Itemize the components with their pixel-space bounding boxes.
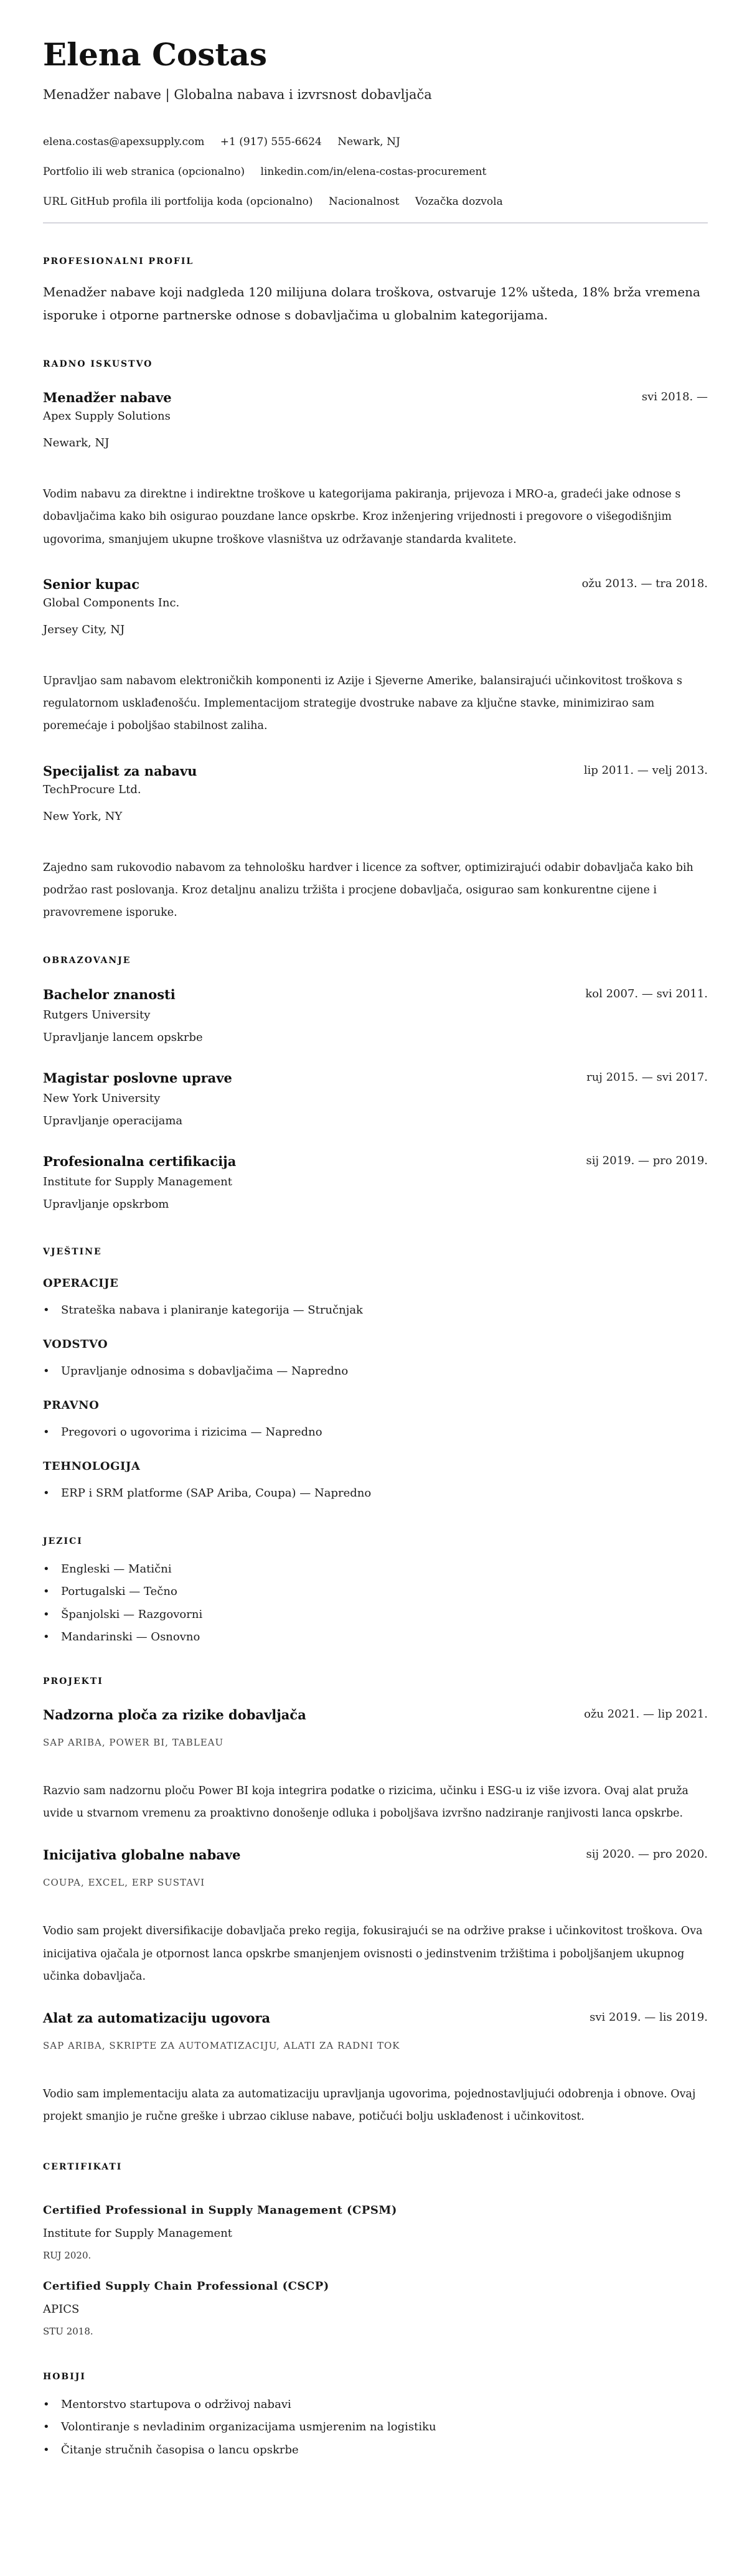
experience-list (43, 388, 708, 924)
project-description: Vodio sam implementaciju alata za automatizaciju upravljanja ugovorima, pojednostavljujući odobrenja i obnove. Ovaj projekt smanjio je ručne greške i ubrzao cikluse nabave, potičući bolju usklađenost i učinkovitost. (43, 2088, 696, 2123)
section-heading-education: OBRAZOVANJE (43, 955, 131, 966)
skill-items (43, 1301, 708, 1320)
field-of-study: Upravljanje lancem opskrbe (43, 1030, 203, 1044)
certificate-date: RUJ 2020. (43, 2249, 92, 2261)
degree-header (43, 1069, 708, 1088)
job-location: New York, NY (43, 809, 123, 823)
field-of-study: Upravljanje operacijama (43, 1114, 183, 1127)
project-description: Razvio sam nadzornu ploču Power BI koja integrira podatke o rizicima, učinku i ESG-u iz više izvora. Ovaj alat pruža uvide u stvarnom vremenu za proaktivno donošenje odluka i poboljšava izvršno nadziranje ranjivosti lanca opskrbe. (43, 1784, 688, 1820)
job-company: Global Components Inc. (43, 596, 180, 609)
job-title: Specijalist za nabavu (43, 763, 197, 779)
degree-dates: ruj 2015. — svi 2017. (586, 1070, 708, 1084)
project-technologies: COUPA, EXCEL, ERP SUSTAVI (43, 1877, 205, 1889)
section-heading-profile: PROFESIONALNI PROFIL (43, 256, 194, 266)
certificate-entry (43, 2202, 708, 2262)
project-description: Vodio sam projekt diversifikacije dobavljača preko regija, fokusirajući se na održive prakse i učinkovitost troškova. Ova inicijativa ojačala je otpornost lanca opskrbe smanjenjem ovisnosti o jedinstvenim tržištima i poboljšanjem ukupnog učinka dobavljača. (43, 1925, 703, 1983)
degree-dates: kol 2007. — svi 2011. (585, 987, 708, 1000)
school: Institute for Supply Management (43, 1175, 233, 1188)
degree-dates: sij 2019. — pro 2019. (586, 1154, 708, 1167)
skill-item: • Strateška nabava i planiranje kategorija — Stručnjak (43, 1301, 708, 1320)
education-entry (43, 985, 708, 1047)
job-location: Newark, NJ (43, 436, 110, 449)
job-title: Menadžer nabave (43, 390, 172, 405)
language-item: • Španjolski — Razgovorni (43, 1604, 708, 1627)
section-heading-hobbies: HOBIJI (43, 2371, 86, 2382)
skill-category: OPERACIJE (43, 1276, 119, 1290)
linkedin-link[interactable]: linkedin.com/in/elena-costas-procurement (260, 166, 487, 178)
project-entry (43, 2009, 708, 2128)
certificate-issuer: Institute for Supply Management (43, 2226, 233, 2240)
certificate-issuer: APICS (43, 2302, 80, 2316)
section-heading-projects: PROJEKTI (43, 1676, 103, 1686)
field-of-study: Upravljanje opskrbom (43, 1197, 169, 1211)
hobbies-list (43, 2394, 708, 2462)
section-heading-languages: JEZICI (43, 1536, 83, 1546)
job-dates: ožu 2013. — tra 2018. (581, 576, 708, 590)
skill-items (43, 1423, 708, 1442)
skill-items (43, 1362, 708, 1381)
project-entry (43, 1846, 708, 1988)
job-description: Vodim nabavu za direktne i indirektne troškove u kategorijama pakiranja, prijevoza i MRO-a, gradeći jake odnose s dobavljačima kako bih osigurao pouzdane lance opskrbe. Kroz inženjering vrijednosti i pregovore o višegodišnjim ugovorima, smanjujem ukupne troškove vlasništva uz održavanje standarda kvalitete. (43, 488, 681, 546)
skill-category: TEHNOLOGIJA (43, 1459, 141, 1473)
job-dates: svi 2018. — (641, 390, 708, 403)
contact-row (43, 162, 708, 181)
project-header (43, 1846, 708, 1864)
education-entry (43, 1069, 708, 1131)
candidate-name: Elena Costas (43, 36, 268, 73)
portfolio-link[interactable]: Portfolio ili web stranica (opcionalno) (43, 166, 245, 178)
project-technologies: SAP ARIBA, SKRIPTE ZA AUTOMATIZACIJU, ALATI ZA RADNI TOK (43, 2040, 400, 2052)
project-dates: ožu 2021. — lip 2021. (584, 1707, 708, 1721)
hobby-item: • Čitanje stručnih časopisa o lancu opskrbe (43, 2439, 708, 2462)
email-link[interactable]: elena.costas@apexsupply.com (43, 136, 205, 148)
skill-category: VODSTVO (43, 1337, 108, 1351)
job-dates: lip 2011. — velj 2013. (583, 763, 708, 777)
job-description: Upravljao sam nabavom elektroničkih komponenti iz Azije i Sjeverne Amerike, balansirajući učinkovitost troškova s regulatornom usklađenošću. Implementacijom strategije dvostruke nabave za ključne stavke, minimizirao sam poremećaje i poboljšao stabilnost zaliha. (43, 674, 682, 733)
project-entry (43, 1706, 708, 1825)
project-dates: svi 2019. — lis 2019. (590, 2011, 708, 2024)
job-location: Jersey City, NJ (43, 623, 125, 636)
section-heading-skills: VJEŠTINE (43, 1246, 102, 1257)
certificate-date: STU 2018. (43, 2325, 93, 2337)
skill-item: • ERP i SRM platforme (SAP Ariba, Coupa) — Napredno (43, 1484, 708, 1503)
project-dates: sij 2020. — pro 2020. (586, 1848, 708, 1861)
education-entry (43, 1152, 708, 1214)
job-entry (43, 575, 708, 738)
headline: Menadžer nabave | Globalna nabava i izvrsnost dobavljača (43, 87, 432, 102)
location: Newark, NJ (337, 136, 400, 148)
certificate-name: Certified Professional in Supply Management (CPSM) (43, 2203, 397, 2217)
degree-header (43, 1152, 708, 1171)
contact-info (43, 133, 708, 211)
degree-title: Magistar poslovne uprave (43, 1069, 232, 1086)
job-entry (43, 762, 708, 924)
language-item: • Portugalski — Tečno (43, 1581, 708, 1604)
job-company: TechProcure Ltd. (43, 783, 141, 796)
school: New York University (43, 1091, 161, 1105)
job-header (43, 388, 708, 407)
school: Rutgers University (43, 1008, 151, 1022)
certificate-entry (43, 2278, 708, 2338)
language-item: • Mandarinski — Osnovno (43, 1626, 708, 1649)
job-description: Zajedno sam rukovodio nabavom za tehnološku hardver i licence za softver, optimizirajući odabir dobavljača kako bih podržao rast poslovanja. Kroz detaljnu analizu tržišta i procjene dobavljača, osigurao sam konkurentne cijene i pravovremene isporuke. (43, 861, 693, 919)
skill-item: • Pregovori o ugovorima i rizicima — Napredno (43, 1423, 708, 1442)
nationality: Nacionalnost (328, 195, 400, 208)
project-technologies: SAP ARIBA, POWER BI, TABLEAU (43, 1736, 224, 1748)
skill-items (43, 1484, 708, 1503)
project-title: Nadzorna ploča za rizike dobavljača (43, 1706, 306, 1723)
divider (43, 222, 708, 223)
project-title: Inicijativa globalne nabave (43, 1847, 241, 1863)
section-heading-certificates: CERTIFIKATI (43, 2161, 123, 2172)
hobby-item: • Mentorstvo startupova o održivoj nabavi (43, 2394, 708, 2417)
degree-title: Bachelor znanosti (43, 986, 176, 1002)
github-link[interactable]: URL GitHub profila ili portfolija koda (opcionalno) (43, 195, 313, 208)
drivers-license: Vozačka dozvola (415, 195, 503, 208)
section-heading-experience: RADNO ISKUSTVO (43, 359, 153, 369)
degree-header (43, 985, 708, 1004)
degree-title: Profesionalna certifikacija (43, 1153, 237, 1169)
job-company: Apex Supply Solutions (43, 410, 171, 423)
projects-list (43, 1706, 708, 2128)
certificate-name: Certified Supply Chain Professional (CSCP) (43, 2279, 329, 2293)
skills-list (43, 1275, 708, 1503)
certificates-list (43, 2202, 708, 2338)
contact-row (43, 192, 708, 211)
project-header (43, 1706, 708, 1724)
hobby-item: • Volontiranje s nevladinim organizacijama usmjerenim na logistiku (43, 2416, 708, 2439)
language-item: • Engleski — Matični (43, 1558, 708, 1581)
project-header (43, 2009, 708, 2028)
skill-item: • Upravljanje odnosima s dobavljačima — Napredno (43, 1362, 708, 1381)
education-list (43, 985, 708, 1214)
profile-summary: Menadžer nabave koji nadgleda 120 milijuna dolara troškova, ostvaruje 12% ušteda, 18% brža vremena isporuke i otporne partnerske odnose s dobavljačima u globalnim kategorijama. (43, 284, 700, 322)
contact-row (43, 133, 708, 151)
phone: +1 (917) 555-6624 (220, 136, 322, 148)
job-header (43, 575, 708, 594)
project-title: Alat za automatizaciju ugovora (43, 2010, 271, 2026)
skill-category: PRAVNO (43, 1398, 100, 1412)
job-entry (43, 388, 708, 551)
job-header (43, 762, 708, 781)
languages-list (43, 1558, 708, 1649)
job-title: Senior kupac (43, 576, 140, 592)
